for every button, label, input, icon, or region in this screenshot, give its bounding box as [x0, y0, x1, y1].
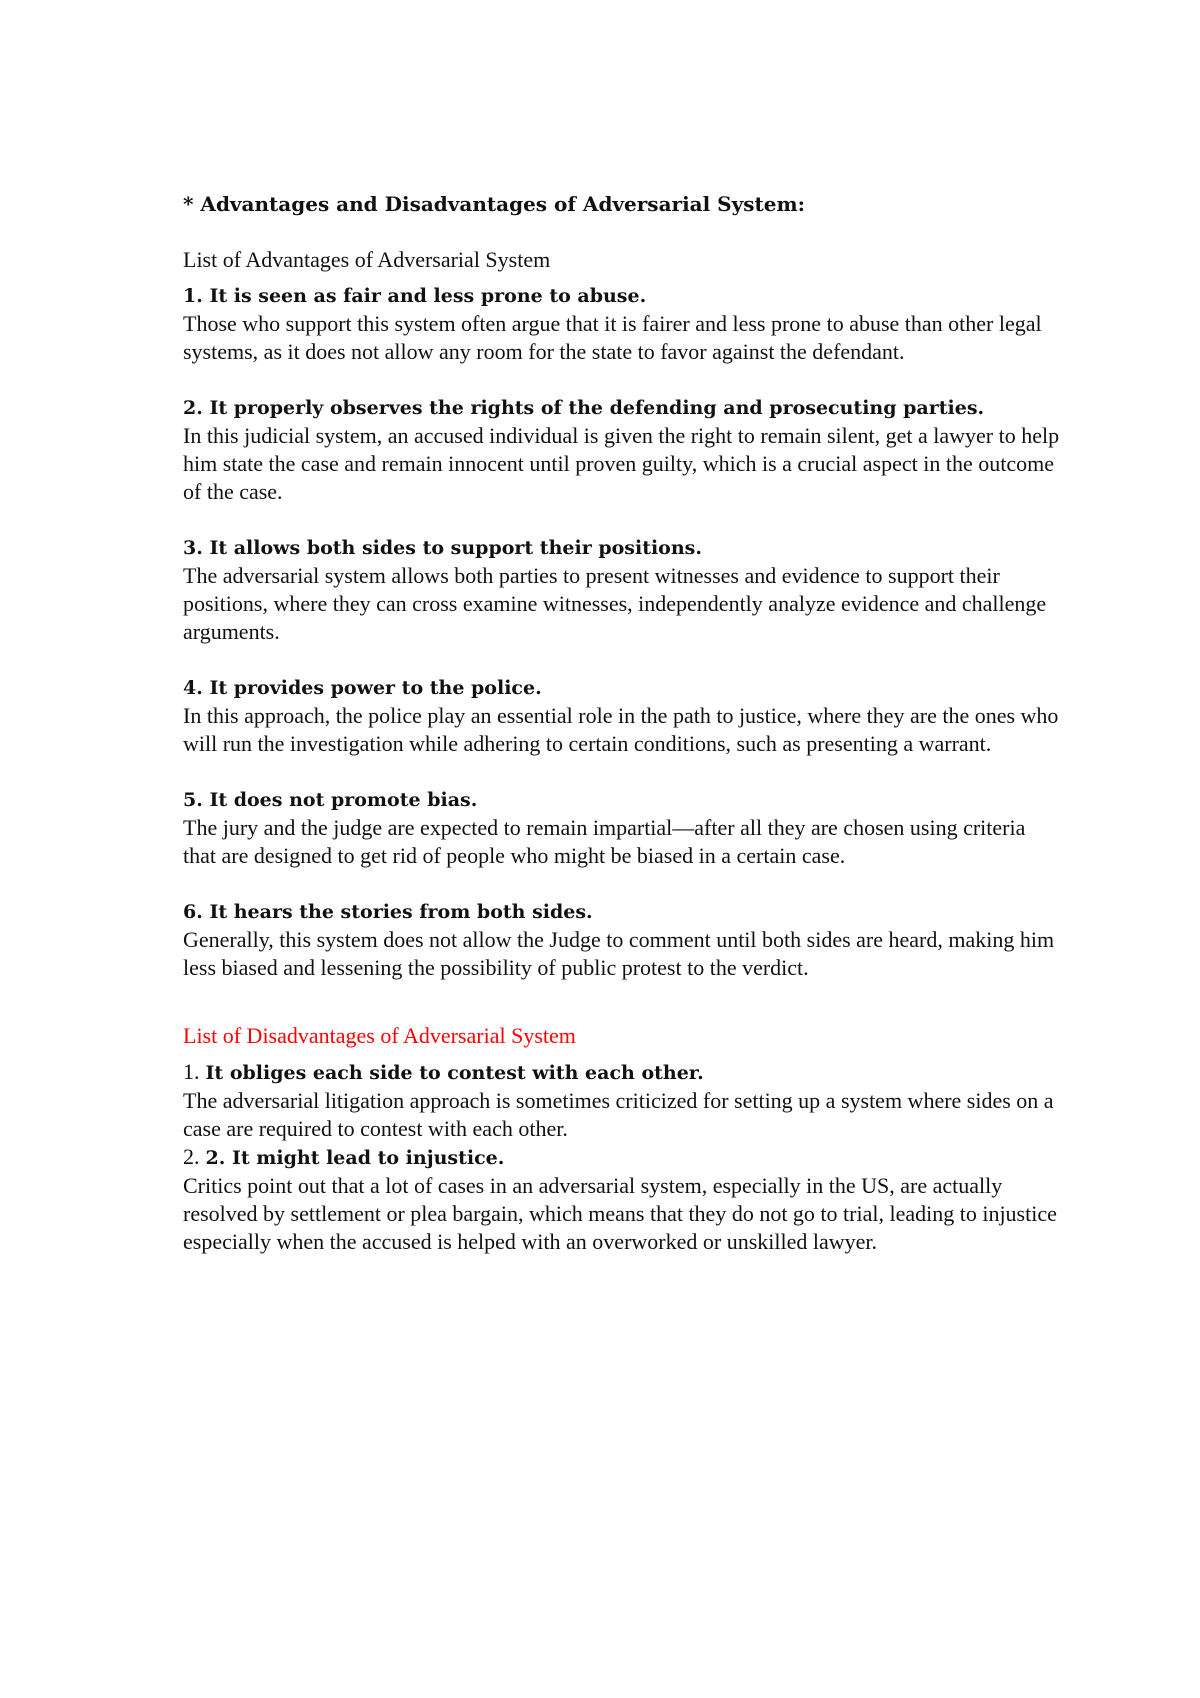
- advantage-title: 4. It provides power to the police.: [183, 677, 542, 699]
- advantage-body: Those who support this system often argue that it is fairer and less prone to abuse than other legal systems, as it does not allow any room for the state to favor against the defendant.: [183, 311, 1042, 364]
- advantage-item: [183, 282, 1063, 366]
- advantage-body: In this approach, the police play an essential role in the path to justice, where they are the ones who will run the investigation while adhering to certain conditions, such as presenting a warrant.: [183, 703, 1059, 756]
- disadvantage-title: It obliges each side to contest with each other.: [205, 1062, 704, 1084]
- advantage-title: 3. It allows both sides to support their positions.: [183, 537, 702, 559]
- advantages-section: [183, 246, 1063, 982]
- advantage-item: [183, 898, 1063, 982]
- advantage-item: [183, 786, 1063, 870]
- advantage-title: 5. It does not promote bias.: [183, 789, 478, 811]
- advantage-body: The adversarial system allows both parties to present witnesses and evidence to support their positions, where they can cross examine witnesses, independently analyze evidence and challenge arguments.: [183, 563, 1047, 644]
- document-title: * Advantages and Disadvantages of Adversarial System:: [183, 192, 806, 216]
- disadvantages-heading: List of Disadvantages of Adversarial System: [183, 1023, 576, 1048]
- document-content: [183, 190, 1063, 1256]
- disadvantage-body: Critics point out that a lot of cases in an adversarial system, especially in the US, are actually resolved by settlement or plea bargain, which means that they do not go to trial, leading to injustice especially when the accused is helped with an overworked or unskilled lawyer.: [183, 1173, 1057, 1254]
- advantage-title: 1. It is seen as fair and less prone to abuse.: [183, 285, 647, 307]
- disadvantage-title-line: [183, 1058, 1063, 1087]
- disadvantages-section: [183, 1022, 1063, 1256]
- advantage-title: 2. It properly observes the rights of the defending and prosecuting parties.: [183, 397, 985, 419]
- advantage-item: [183, 394, 1063, 506]
- advantage-title: 6. It hears the stories from both sides.: [183, 901, 593, 923]
- disadvantage-item: [183, 1143, 1063, 1256]
- disadvantage-number: 1.: [183, 1059, 200, 1084]
- advantage-item: [183, 534, 1063, 646]
- disadvantage-body: The adversarial litigation approach is sometimes criticized for setting up a system where sides on a case are required to contest with each other.: [183, 1088, 1054, 1141]
- advantages-heading: List of Advantages of Adversarial System: [183, 247, 551, 272]
- disadvantage-number: 2.: [183, 1144, 200, 1169]
- disadvantage-item: [183, 1058, 1063, 1143]
- advantage-body: Generally, this system does not allow the Judge to comment until both sides are heard, making him less biased and lessening the possibility of public protest to the verdict.: [183, 927, 1055, 980]
- advantage-body: In this judicial system, an accused individual is given the right to remain silent, get a lawyer to help him state the case and remain innocent until proven guilty, which is a crucial aspect in the outcome of the case.: [183, 423, 1060, 504]
- disadvantage-title-line: [183, 1143, 1063, 1172]
- advantage-item: [183, 674, 1063, 758]
- disadvantage-title: 2. It might lead to injustice.: [205, 1147, 505, 1169]
- advantage-body: The jury and the judge are expected to remain impartial—after all they are chosen using criteria that are designed to get rid of people who might be biased in a certain case.: [183, 815, 1026, 868]
